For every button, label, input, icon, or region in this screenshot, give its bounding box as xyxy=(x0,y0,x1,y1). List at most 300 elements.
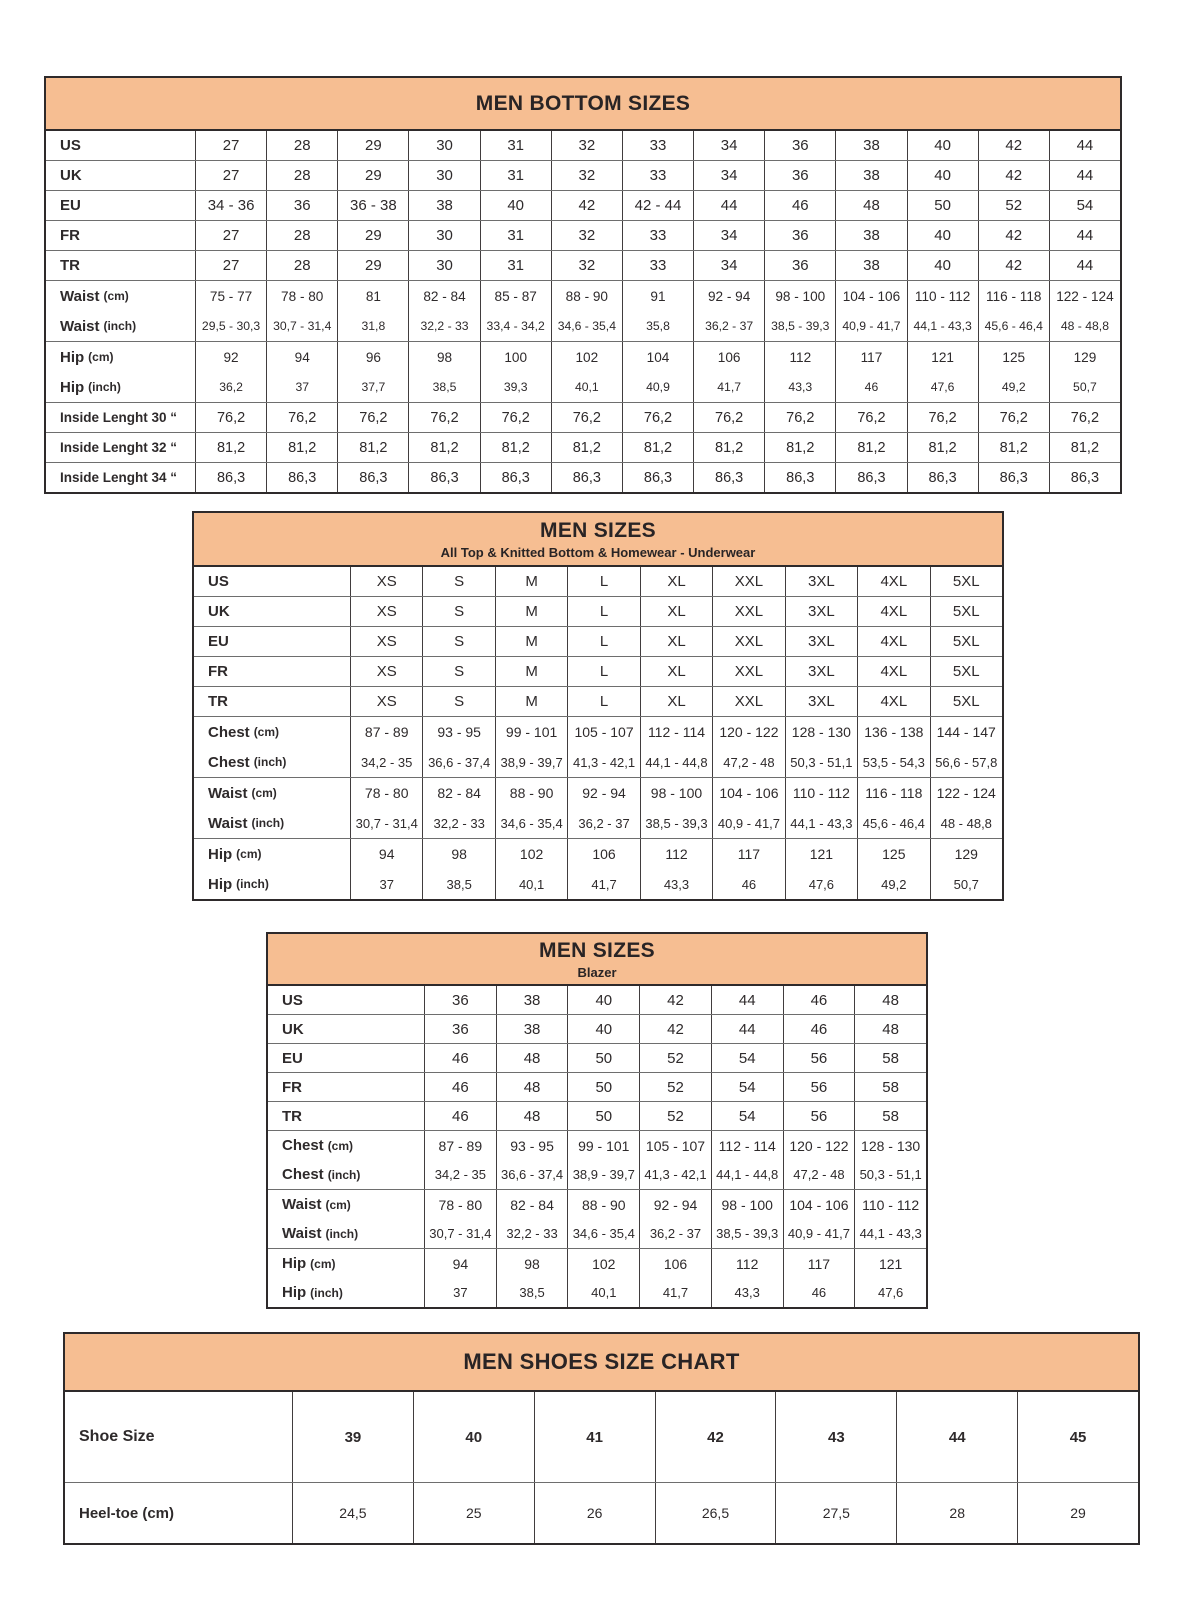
table-cell: XS xyxy=(350,627,422,656)
table-cell: 32,2 - 33 xyxy=(422,808,494,838)
table-cell: 54 xyxy=(711,1073,783,1101)
table-cell: 92 - 94 xyxy=(567,778,639,808)
table-cell: 5XL xyxy=(930,657,1002,686)
table-cell: M xyxy=(495,567,567,596)
table-cell: 48 xyxy=(835,191,906,220)
table-block xyxy=(268,986,926,1014)
table-cell: 102 xyxy=(551,342,622,372)
table-cell: 104 - 106 xyxy=(783,1190,855,1219)
table-cell: 117 xyxy=(783,1249,855,1278)
table-cell: 144 - 147 xyxy=(930,717,1002,747)
table-cell: XXL xyxy=(712,687,784,716)
table-cell: 106 xyxy=(693,342,764,372)
table-cell: 27,5 xyxy=(775,1483,896,1543)
table-cell: 46 xyxy=(835,372,906,402)
row-label-unit: (cm) xyxy=(251,786,277,800)
table-cell: 34 xyxy=(693,251,764,280)
table-cell: 46 xyxy=(424,1102,496,1130)
table-row xyxy=(268,1044,926,1072)
table-cell: 38,5 xyxy=(422,869,494,899)
table-cell: 36 xyxy=(764,161,835,190)
table-cell: 56 xyxy=(783,1044,855,1072)
row-label-unit: (inch) xyxy=(251,816,285,830)
row-label: Hip (inch) xyxy=(60,378,121,396)
table-block xyxy=(46,220,1120,250)
table-cell: 81,2 xyxy=(764,433,835,462)
table-cell: 96 xyxy=(337,342,408,372)
table-cell: 28 xyxy=(266,251,337,280)
table-cell: 76,2 xyxy=(907,403,978,432)
table-cell: L xyxy=(567,597,639,626)
table-cell: 86,3 xyxy=(835,463,906,492)
table-cell: XL xyxy=(640,597,712,626)
table-cell: 42 xyxy=(551,191,622,220)
table-row xyxy=(46,221,1120,250)
table-subtitle: All Top & Knitted Bottom & Homewear - Underwear xyxy=(440,544,756,560)
table-row xyxy=(268,1102,926,1130)
table-cell: 30 xyxy=(408,251,479,280)
table-cell: M xyxy=(495,627,567,656)
row-label: Waist (cm) xyxy=(208,784,277,802)
table-cell: 98 xyxy=(422,839,494,869)
table-row xyxy=(268,986,926,1014)
table-cell: XL xyxy=(640,687,712,716)
table-cell: 44,1 - 43,3 xyxy=(785,808,857,838)
table-cell: 33 xyxy=(622,161,693,190)
table-cell: 48 xyxy=(854,1015,926,1043)
table-header xyxy=(194,513,1002,567)
table-cell: 116 - 118 xyxy=(857,778,929,808)
table-cell: 105 - 107 xyxy=(639,1131,711,1160)
table-cell: 81,2 xyxy=(978,433,1049,462)
table-cell: 136 - 138 xyxy=(857,717,929,747)
table-cell: 40,1 xyxy=(551,372,622,402)
table-cell: XS xyxy=(350,567,422,596)
table-cell: 42 xyxy=(639,1015,711,1043)
table-cell: 48 xyxy=(854,986,926,1014)
table-cell: 104 - 106 xyxy=(712,778,784,808)
table-cell: 50 xyxy=(567,1102,639,1130)
table-cell: 116 - 118 xyxy=(978,281,1049,311)
table-cell: 76,2 xyxy=(693,403,764,432)
table-cell: XS xyxy=(350,657,422,686)
table-cell: 106 xyxy=(567,839,639,869)
row-label: Heel-toe (cm) xyxy=(79,1504,175,1522)
table-cell: 98 - 100 xyxy=(640,778,712,808)
table-cell: 44 xyxy=(896,1392,1017,1482)
table-cell: 104 - 106 xyxy=(835,281,906,311)
table-body xyxy=(268,986,926,1307)
table-cell: 25 xyxy=(413,1483,534,1543)
table-cell: 40 xyxy=(907,131,978,160)
table-cell: 37 xyxy=(350,869,422,899)
table-body xyxy=(194,567,1002,899)
row-label: EU xyxy=(282,1049,303,1067)
table-cell: 42 xyxy=(978,251,1049,280)
table-row xyxy=(194,747,1002,777)
table-cell: 32,2 - 33 xyxy=(408,311,479,341)
table-cell: 39 xyxy=(292,1392,413,1482)
table-cell: 54 xyxy=(1049,191,1120,220)
table-row xyxy=(194,627,1002,656)
table-cell: 120 - 122 xyxy=(712,717,784,747)
table-cell: 29 xyxy=(337,131,408,160)
table-cell: 112 - 114 xyxy=(711,1131,783,1160)
table-cell: 38,9 - 39,7 xyxy=(495,747,567,777)
table-cell: 40 xyxy=(567,986,639,1014)
row-label: FR xyxy=(282,1078,302,1096)
table-cell: XXL xyxy=(712,657,784,686)
table-cell: 44,1 - 44,8 xyxy=(640,747,712,777)
table-cell: 35,8 xyxy=(622,311,693,341)
table-cell: 128 - 130 xyxy=(785,717,857,747)
table-cell: 98 - 100 xyxy=(711,1190,783,1219)
table-block xyxy=(46,462,1120,492)
table-cell: 39,3 xyxy=(480,372,551,402)
table-cell: 36 - 38 xyxy=(337,191,408,220)
table-cell: 99 - 101 xyxy=(495,717,567,747)
table-cell: 30,7 - 31,4 xyxy=(350,808,422,838)
table-row xyxy=(46,131,1120,160)
table-cell: 33 xyxy=(622,131,693,160)
table-row xyxy=(46,281,1120,311)
table-cell: 38 xyxy=(835,131,906,160)
row-label: TR xyxy=(208,693,228,710)
table-cell: 44 xyxy=(1049,251,1120,280)
table-cell: 81 xyxy=(337,281,408,311)
row-label: EU xyxy=(60,197,81,214)
table-cell: 38 xyxy=(496,986,568,1014)
table-cell: 36 xyxy=(764,221,835,250)
row-label-unit: (cm) xyxy=(253,725,280,739)
table-cell: 31 xyxy=(480,221,551,250)
table-cell: 42 xyxy=(978,131,1049,160)
table-cell: 76,2 xyxy=(1049,403,1120,432)
table-cell: 93 - 95 xyxy=(422,717,494,747)
table-block xyxy=(46,160,1120,190)
table-cell: 58 xyxy=(854,1044,926,1072)
table-cell: 99 - 101 xyxy=(567,1131,639,1160)
table-cell: 4XL xyxy=(857,657,929,686)
table-cell: 86,3 xyxy=(693,463,764,492)
table-cell: 76,2 xyxy=(266,403,337,432)
table-cell: 78 - 80 xyxy=(424,1190,496,1219)
table-cell: 47,6 xyxy=(785,869,857,899)
row-label-unit: (inch) xyxy=(310,1285,343,1300)
table-cell: 81,2 xyxy=(1049,433,1120,462)
table-subtitle: Blazer xyxy=(577,964,617,980)
row-label-unit: (cm) xyxy=(325,1197,351,1212)
table-cell: S xyxy=(422,597,494,626)
table-cell: 29,5 - 30,3 xyxy=(195,311,266,341)
table-block xyxy=(194,716,1002,777)
table-cell: 91 xyxy=(622,281,693,311)
row-label: Waist (inch) xyxy=(60,317,137,335)
row-label: EU xyxy=(208,633,229,650)
table-cell: 106 xyxy=(639,1249,711,1278)
table-cell: 52 xyxy=(639,1044,711,1072)
table-cell: M xyxy=(495,687,567,716)
row-label: Inside Lenght 32 “ xyxy=(60,440,178,455)
table-cell: 86,3 xyxy=(764,463,835,492)
table-cell: 47,2 - 48 xyxy=(712,747,784,777)
table-cell: L xyxy=(567,687,639,716)
table-cell: 38 xyxy=(835,221,906,250)
table-cell: 29 xyxy=(1017,1483,1138,1543)
table-cell: 30 xyxy=(408,161,479,190)
table-cell: 41,3 - 42,1 xyxy=(639,1160,711,1189)
table-cell: 47,6 xyxy=(907,372,978,402)
table-cell: 37 xyxy=(266,372,337,402)
table-cell: 38,5 - 39,3 xyxy=(764,311,835,341)
table-row xyxy=(194,687,1002,716)
table-row xyxy=(46,161,1120,190)
table-cell: 86,3 xyxy=(480,463,551,492)
table-cell: 48 xyxy=(496,1044,568,1072)
table-row xyxy=(194,657,1002,686)
table-cell: 48 xyxy=(496,1073,568,1101)
table-block xyxy=(194,567,1002,596)
row-label-unit: (inch) xyxy=(103,319,137,333)
table-cell: 117 xyxy=(835,342,906,372)
table-cell: 46 xyxy=(424,1073,496,1101)
table-cell: 50,3 - 51,1 xyxy=(785,747,857,777)
row-label-unit: (inch) xyxy=(327,1167,361,1182)
table-row xyxy=(268,1278,926,1307)
table-cell: 28 xyxy=(266,221,337,250)
table-row xyxy=(194,778,1002,808)
table-cell: 38 xyxy=(496,1015,568,1043)
table-cell: 43,3 xyxy=(640,869,712,899)
table-cell: 82 - 84 xyxy=(408,281,479,311)
table-cell: 58 xyxy=(854,1102,926,1130)
table-cell: 36 xyxy=(424,986,496,1014)
table-cell: 45 xyxy=(1017,1392,1138,1482)
table-cell: 93 - 95 xyxy=(496,1131,568,1160)
table-cell: 86,3 xyxy=(337,463,408,492)
table-cell: 41,7 xyxy=(567,869,639,899)
table-cell: 3XL xyxy=(785,567,857,596)
table-cell: 50 xyxy=(567,1073,639,1101)
table-cell: S xyxy=(422,567,494,596)
table-cell: 40 xyxy=(413,1392,534,1482)
table-cell: 50,7 xyxy=(1049,372,1120,402)
table-row xyxy=(268,1073,926,1101)
table-cell: 81,2 xyxy=(408,433,479,462)
table-cell: 121 xyxy=(785,839,857,869)
table-cell: 122 - 124 xyxy=(1049,281,1120,311)
table-cell: 44 xyxy=(1049,221,1120,250)
table-cell: 94 xyxy=(350,839,422,869)
table-cell: 31 xyxy=(480,131,551,160)
table-row xyxy=(194,839,1002,869)
table-cell: 4XL xyxy=(857,687,929,716)
table-cell: 29 xyxy=(337,251,408,280)
table-cell: 100 xyxy=(480,342,551,372)
table-block xyxy=(46,402,1120,432)
table-cell: 50,7 xyxy=(930,869,1002,899)
table-cell: 29 xyxy=(337,161,408,190)
table-cell: 40,9 - 41,7 xyxy=(835,311,906,341)
table-block xyxy=(46,432,1120,462)
table-cell: 76,2 xyxy=(551,403,622,432)
table-cell: 110 - 112 xyxy=(907,281,978,311)
table-cell: 33 xyxy=(622,221,693,250)
table-cell: 4XL xyxy=(857,597,929,626)
table-header xyxy=(65,1334,1138,1392)
table-cell: 112 xyxy=(640,839,712,869)
table-body xyxy=(46,131,1120,492)
table-cell: 86,3 xyxy=(1049,463,1120,492)
table-cell: 46 xyxy=(783,1278,855,1307)
table-row xyxy=(46,433,1120,462)
row-label: Inside Lenght 30 “ xyxy=(60,410,178,425)
table-cell: 30,7 - 31,4 xyxy=(266,311,337,341)
table-cell: 49,2 xyxy=(857,869,929,899)
row-label: Waist (cm) xyxy=(282,1196,351,1213)
table-cell: 38,9 - 39,7 xyxy=(567,1160,639,1189)
table-block xyxy=(46,341,1120,402)
table-block xyxy=(46,131,1120,160)
table-cell: 40 xyxy=(907,161,978,190)
row-label: Hip (inch) xyxy=(282,1284,343,1301)
table-row xyxy=(194,717,1002,747)
table-cell: 50 xyxy=(907,191,978,220)
table-cell: 76,2 xyxy=(764,403,835,432)
table-cell: 86,3 xyxy=(978,463,1049,492)
table-cell: L xyxy=(567,657,639,686)
table-cell: 36 xyxy=(764,131,835,160)
row-label: Chest (cm) xyxy=(208,723,280,741)
row-label: TR xyxy=(282,1107,302,1125)
row-label-unit: (cm) xyxy=(88,350,114,364)
table-row xyxy=(194,567,1002,596)
table-cell: 129 xyxy=(1049,342,1120,372)
table-cell: S xyxy=(422,657,494,686)
table-cell: 44 xyxy=(711,986,783,1014)
table-row xyxy=(268,1015,926,1043)
row-label: TR xyxy=(60,257,80,274)
table-block xyxy=(46,280,1120,341)
table-cell: 3XL xyxy=(785,627,857,656)
row-label: US xyxy=(282,991,303,1009)
table-cell: 40 xyxy=(907,221,978,250)
table-cell: 34 xyxy=(693,221,764,250)
table-cell: 32,2 - 33 xyxy=(496,1219,568,1248)
table-cell: 78 - 80 xyxy=(350,778,422,808)
table-cell: 94 xyxy=(266,342,337,372)
table-cell: 88 - 90 xyxy=(567,1190,639,1219)
row-label: Inside Lenght 34 “ xyxy=(60,470,178,485)
table-cell: 24,5 xyxy=(292,1483,413,1543)
table-cell: 30,7 - 31,4 xyxy=(424,1219,496,1248)
table-row xyxy=(268,1160,926,1189)
row-label: Shoe Size xyxy=(79,1428,155,1445)
table-cell: 43,3 xyxy=(711,1278,783,1307)
table-row xyxy=(268,1249,926,1278)
table-cell: 42 - 44 xyxy=(622,191,693,220)
table-cell: 31 xyxy=(480,251,551,280)
table-cell: 29 xyxy=(337,221,408,250)
table-cell: 56 xyxy=(783,1073,855,1101)
table-cell: 26,5 xyxy=(655,1483,776,1543)
table-cell: 56,6 - 57,8 xyxy=(930,747,1002,777)
table-cell: 42 xyxy=(978,161,1049,190)
men-sizes-top-table xyxy=(192,511,1004,901)
table-cell: 46 xyxy=(712,869,784,899)
table-cell: 42 xyxy=(978,221,1049,250)
table-cell: 44 xyxy=(711,1015,783,1043)
table-row xyxy=(268,1219,926,1248)
table-cell: 86,3 xyxy=(195,463,266,492)
table-cell: XL xyxy=(640,567,712,596)
table-cell: 40 xyxy=(480,191,551,220)
table-cell: 87 - 89 xyxy=(350,717,422,747)
table-cell: 43,3 xyxy=(764,372,835,402)
table-cell: S xyxy=(422,627,494,656)
table-cell: 85 - 87 xyxy=(480,281,551,311)
table-cell: 105 - 107 xyxy=(567,717,639,747)
table-cell: 48 - 48,8 xyxy=(1049,311,1120,341)
table-cell: 48 - 48,8 xyxy=(930,808,1002,838)
table-title: MEN SHOES SIZE CHART xyxy=(463,1348,740,1374)
table-cell: 98 xyxy=(496,1249,568,1278)
table-cell: 42 xyxy=(639,986,711,1014)
table-block xyxy=(268,1014,926,1043)
row-label: UK xyxy=(208,603,230,620)
table-block xyxy=(46,250,1120,280)
table-cell: 48 xyxy=(496,1102,568,1130)
table-cell: 81,2 xyxy=(622,433,693,462)
table-cell: 40,1 xyxy=(567,1278,639,1307)
table-cell: 87 - 89 xyxy=(424,1131,496,1160)
table-cell: 81,2 xyxy=(195,433,266,462)
table-cell: 36,2 xyxy=(195,372,266,402)
table-cell: 81,2 xyxy=(337,433,408,462)
table-cell: 26 xyxy=(534,1483,655,1543)
table-cell: 82 - 84 xyxy=(422,778,494,808)
table-cell: 102 xyxy=(567,1249,639,1278)
table-cell: 36,6 - 37,4 xyxy=(496,1160,568,1189)
table-cell: L xyxy=(567,567,639,596)
table-cell: 81,2 xyxy=(907,433,978,462)
row-label-unit: (inch) xyxy=(253,755,287,769)
table-cell: 27 xyxy=(195,161,266,190)
table-cell: 112 xyxy=(711,1249,783,1278)
table-cell: 54 xyxy=(711,1102,783,1130)
table-cell: 81,2 xyxy=(835,433,906,462)
table-cell: 41,3 - 42,1 xyxy=(567,747,639,777)
table-row xyxy=(65,1392,1138,1482)
table-row xyxy=(268,1131,926,1160)
table-cell: 5XL xyxy=(930,597,1002,626)
row-label: Chest (inch) xyxy=(282,1166,361,1183)
table-row xyxy=(194,597,1002,626)
table-cell: 117 xyxy=(712,839,784,869)
table-cell: 98 xyxy=(408,342,479,372)
table-title: MEN SIZES xyxy=(539,939,655,963)
table-cell: 44 xyxy=(693,191,764,220)
table-cell: 36,2 - 37 xyxy=(567,808,639,838)
table-cell: 44 xyxy=(1049,161,1120,190)
table-cell: 121 xyxy=(854,1249,926,1278)
table-cell: 86,3 xyxy=(907,463,978,492)
table-cell: 45,6 - 46,4 xyxy=(978,311,1049,341)
table-cell: 76,2 xyxy=(480,403,551,432)
table-block xyxy=(268,1130,926,1189)
table-cell: 52 xyxy=(978,191,1049,220)
table-row xyxy=(268,1190,926,1219)
